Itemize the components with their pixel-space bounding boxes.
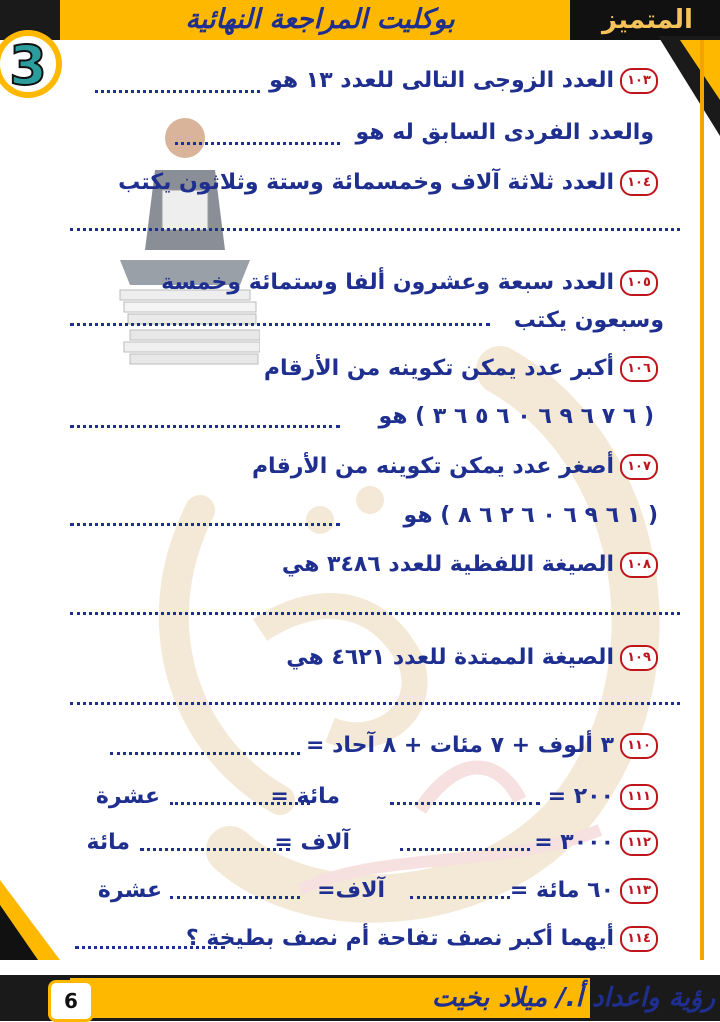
question-text: ٣٠٠٠ = [534,830,614,855]
question-110 [306,733,658,759]
question-105 [161,270,658,296]
answer-line[interactable] [70,425,340,428]
answer-line[interactable] [410,896,510,899]
question-text: أكبر عدد يمكن تكوينه من الأرقام [263,356,614,381]
question-105-part2 [514,308,664,333]
answer-line[interactable] [390,802,540,805]
frame-stripe [700,40,704,960]
question-number-badge: ١٠٣ [620,68,658,94]
answer-line[interactable] [70,523,340,526]
question-number-badge: ١١٠ [620,733,658,759]
question-text: العدد ثلاثة آلاف وخمسمائة وستة وثلاثون يكتب [118,170,614,195]
question-112-mid [274,830,350,855]
question-text: والعدد الفردى السابق له هو [355,120,654,145]
question-number-badge: ١٠٥ [620,270,658,296]
grade-number: 3 [9,34,47,97]
question-104 [118,170,658,196]
question-103-part2 [356,120,655,145]
question-111-mid [270,784,340,809]
question-111 [548,784,658,810]
question-text: ( ١ ٦ ٩ ٦ ٠ ٦ ٢ ٦ ٨ ) هو [403,503,658,528]
question-number-badge: ١١١ [620,784,658,810]
question-number-badge: ١٠٧ [620,454,658,480]
question-114 [186,926,658,952]
question-112-unit [87,830,130,855]
question-text: العدد سبعة وعشرون ألفا وستمائة وخمسة [161,270,614,295]
question-113 [510,878,658,904]
answer-line[interactable] [170,896,300,899]
question-number-badge: ١١٣ [620,878,658,904]
question-number-badge: ١٠٤ [620,170,658,196]
corner-decoration-bottom-dark [0,905,38,960]
question-106-part2 [378,404,654,429]
question-107-part2 [404,503,658,528]
question-text: ( ٦ ٧ ٦ ٩ ٦ ٠ ٦ ٥ ٦ ٣ ) هو [378,404,654,429]
question-109 [286,645,658,671]
answer-line[interactable] [70,323,490,326]
question-112 [534,830,658,856]
question-text: ٣ ألوف + ٧ مئات + ٨ آحاد = [306,733,614,758]
page-number: 6 [48,980,94,1022]
answer-line[interactable] [400,848,530,851]
answer-line[interactable] [175,142,340,145]
question-text: ٦٠ مائة = [509,878,614,903]
question-text: العدد الزوجى التالى للعدد ١٣ هو [269,68,614,93]
question-number-badge: ١١٢ [620,830,658,856]
question-text: الصيغة اللفظية للعدد ٣٤٨٦ هي [281,552,614,577]
question-text: آلاف= [317,878,385,903]
question-text: أصغر عدد يمكن تكوينه من الأرقام [251,454,614,479]
question-113-mid [317,878,385,903]
footer-credit: رؤية واعداد أ./ ميلاد بخيت [431,983,715,1013]
author-illustration [100,110,260,370]
question-text: مائة [86,830,130,855]
header-title: بوكليت المراجعة النهائية [185,4,455,35]
answer-line[interactable] [70,228,680,231]
answer-line[interactable] [170,802,310,805]
question-107 [252,454,658,480]
question-text: أيهما أكبر نصف تفاحة أم نصف بطيخة ؟ [185,926,614,951]
question-text: مائة = [270,784,340,809]
question-103 [269,68,658,94]
grade-badge [0,18,68,102]
answer-line[interactable] [95,90,260,93]
question-text: وسبعون يكتب [513,308,664,333]
question-113-unit [98,878,162,903]
question-text: عشرة [97,878,162,903]
question-106 [264,356,658,382]
question-108 [282,552,658,578]
question-111-unit [96,784,160,809]
question-number-badge: ١٠٩ [620,645,658,671]
answer-line[interactable] [140,848,290,851]
answer-line[interactable] [70,612,680,615]
question-number-badge: ١٠٨ [620,552,658,578]
answer-line[interactable] [75,946,225,949]
question-text: آلاف = [274,830,350,855]
header-brand: المتميز [602,5,693,35]
answer-line[interactable] [110,752,300,755]
question-text: الصيغة الممتدة للعدد ٤٦٢١ هي [286,645,614,670]
question-number-badge: ١١٤ [620,926,658,952]
question-text: ٢٠٠ = [547,784,614,809]
answer-line[interactable] [70,702,680,705]
question-text: عشرة [95,784,160,809]
question-number-badge: ١٠٦ [620,356,658,382]
